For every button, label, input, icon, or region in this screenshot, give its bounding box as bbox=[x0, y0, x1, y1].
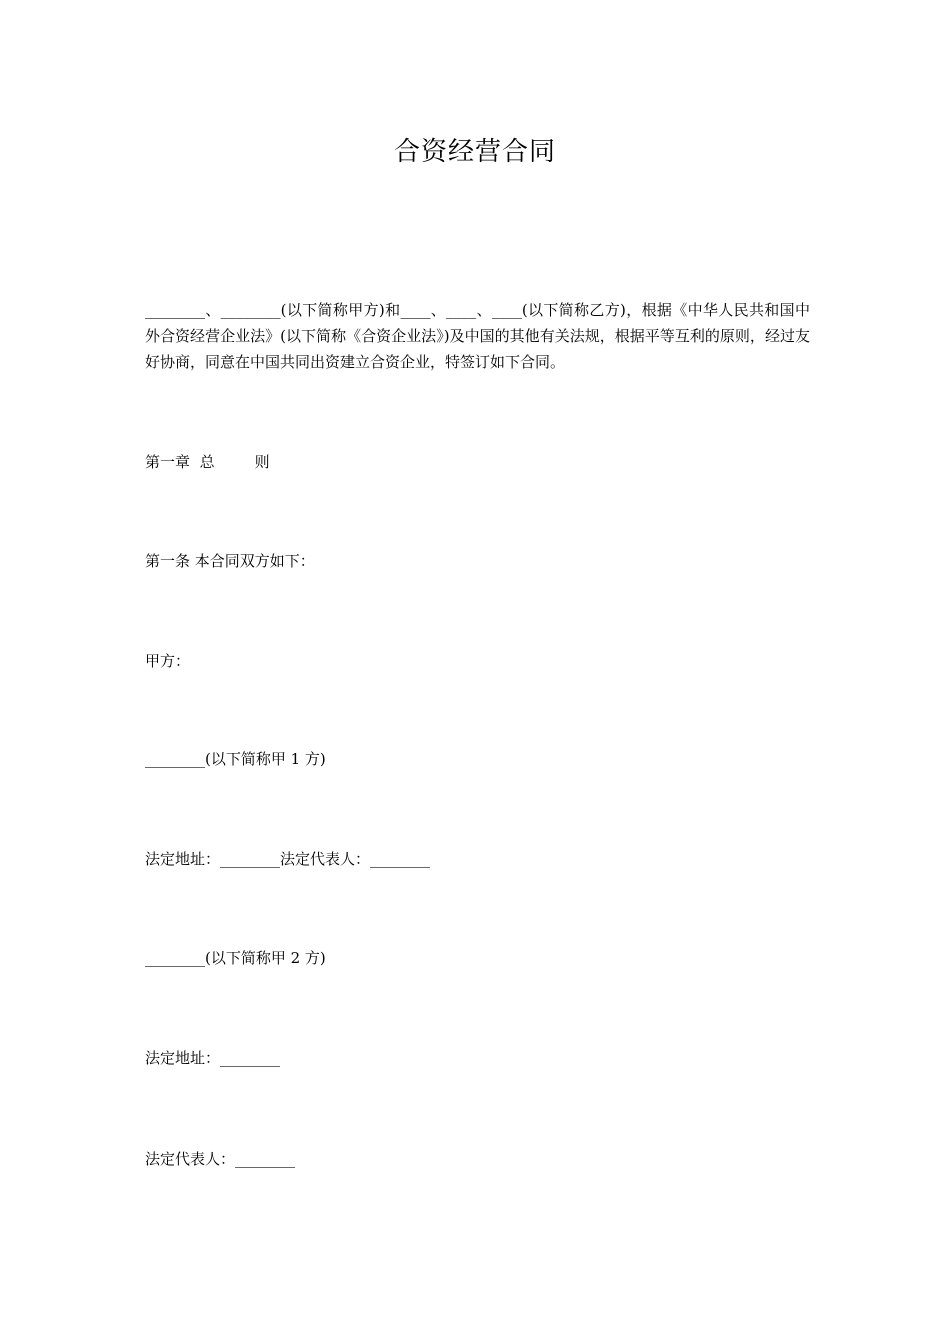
intro-paragraph: ________、________(以下简称甲方)和____、____、____(以下简称乙方)，根据《中华人民共和国中外合资经营企业法》(以下简称《合资企业法》)及中国的其他有关法规，根据平等互利的原则，经过友好协商，同意在中国共同出资建立合资企业，特签订如下合同。 bbox=[145, 301, 810, 371]
chapter-label: 第一章 bbox=[145, 453, 191, 471]
chapter-title-part1: 总 bbox=[199, 453, 215, 471]
article-1: 第一条 本合同双方如下： bbox=[145, 552, 315, 570]
party-a1-name-line: ________(以下简称甲 1 方) bbox=[145, 750, 326, 768]
party-a-label: 甲方： bbox=[145, 652, 191, 670]
party-a2-address-line: 法定地址：________ bbox=[145, 1049, 281, 1067]
party-a2-rep-line: 法定代表人：________ bbox=[145, 1150, 296, 1168]
party-a2-name-line: ________(以下简称甲 2 方) bbox=[145, 949, 326, 967]
chapter-heading bbox=[145, 449, 810, 475]
chapter-title-part2: 则 bbox=[254, 453, 270, 471]
party-a1-address-rep-line: 法定地址：________法定代表人：________ bbox=[145, 850, 431, 868]
document-title: 合资经营合同 bbox=[393, 137, 556, 167]
